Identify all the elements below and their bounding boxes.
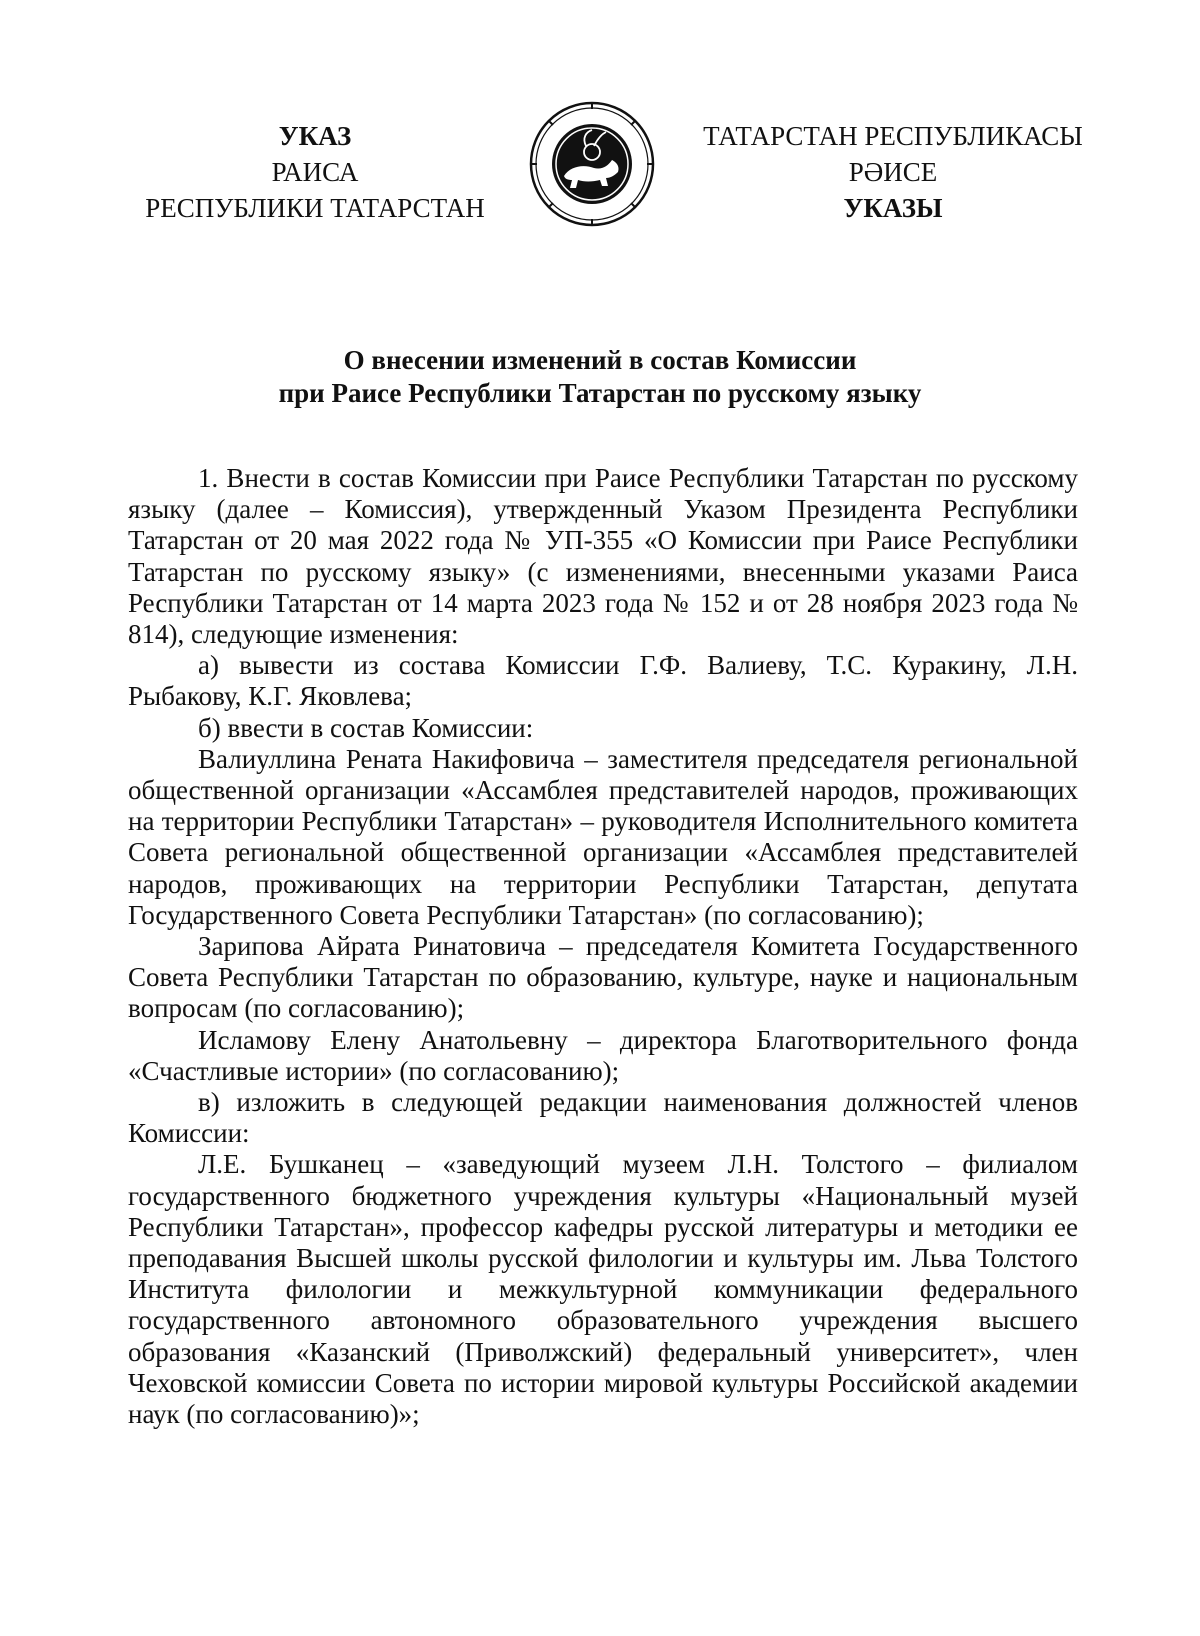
title-line-1: О внесении изменений в состав Комиссии	[343, 345, 857, 375]
header-left-line-1: УКАЗ	[278, 121, 352, 151]
paragraph-subitem-a: а) вывести из состава Комиссии Г.Ф. Валиеву, Т.С. Куракину, Л.Н. Рыбакову, К.Г. Яковлева;	[128, 650, 1078, 712]
document-body	[128, 463, 1078, 1430]
paragraph-member-valiullin: Валиуллина Рената Накифовича – заместителя председателя региональной общественной организации «Ассамблея представителей народов, проживающих на территории Республики Татарстан» – руководителя Исполнительного комитета Совета региональной общественной организации «Ассамблея представителей народов, проживающих на территории Республики Татарстан, депутата Государственного Совета Республики Татарстан» (по согласованию);	[128, 743, 1078, 930]
header-right-line-2: РӘИСЕ	[848, 157, 938, 187]
paragraph-subitem-b: б) ввести в состав Комиссии:	[198, 712, 534, 743]
paragraph-subitem-v: в) изложить в следующей редакции наименования должностей членов Комиссии:	[128, 1087, 1078, 1149]
header-left-line-3: РЕСПУБЛИКИ ТАТАРСТАН	[145, 193, 485, 223]
header-right-tatar	[678, 118, 1108, 226]
paragraph-item-1: 1. Внести в состав Комиссии при Раисе Республики Татарстан по русскому языку (далее – Комиссия), утвержденный Указом Президента Республики Татарстан от 20 мая 2022 года № УП-355 «О Комиссии при Раисе Республики Татарстан по русскому языку» (с изменениями, внесенными указами Раиса Республики Татарстан от 14 марта 2023 года № 152 и от 28 ноября 2023 года № 814), следующие изменения:	[128, 463, 1078, 650]
title-line-2: при Раисе Республики Татарстан по русскому языку	[278, 378, 922, 408]
paragraph-member-bushkanets: Л.Е. Бушканец – «заведующий музеем Л.Н. Толстого – филиалом государственного бюджетного учреждения культуры «Национальный музей Республики Татарстан», профессор кафедры русской литературы и методики ее преподавания Высшей школы русской филологии и культуры им. Льва Толстого Института филологии и межкультурной коммуникации федерального государственного автономного образовательного учреждения высшего образования «Казанский (Приволжский) федеральный университет», член Чеховской комиссии Совета по истории мировой культуры Российской академии наук (по согласованию)»;	[128, 1149, 1078, 1430]
document-title	[130, 344, 1070, 410]
tatarstan-emblem-icon	[528, 100, 656, 228]
header-left-line-2: РАИСА	[271, 157, 359, 187]
paragraph-member-islamova: Исламову Елену Анатольевну – директора Благотворительного фонда «Счастливые истории» (по согласованию);	[128, 1024, 1078, 1086]
header-right-line-3: УКАЗЫ	[843, 193, 943, 223]
header-right-line-1: ТАТАРСТАН РЕСПУБЛИКАСЫ	[703, 121, 1083, 151]
paragraph-member-zaripov: Зарипова Айрата Ринатовича – председателя Комитета Государственного Совета Республики Татарстан по образованию, культуре, науке и национальным вопросам (по согласованию);	[128, 931, 1078, 1024]
header-left-russian	[120, 118, 510, 226]
